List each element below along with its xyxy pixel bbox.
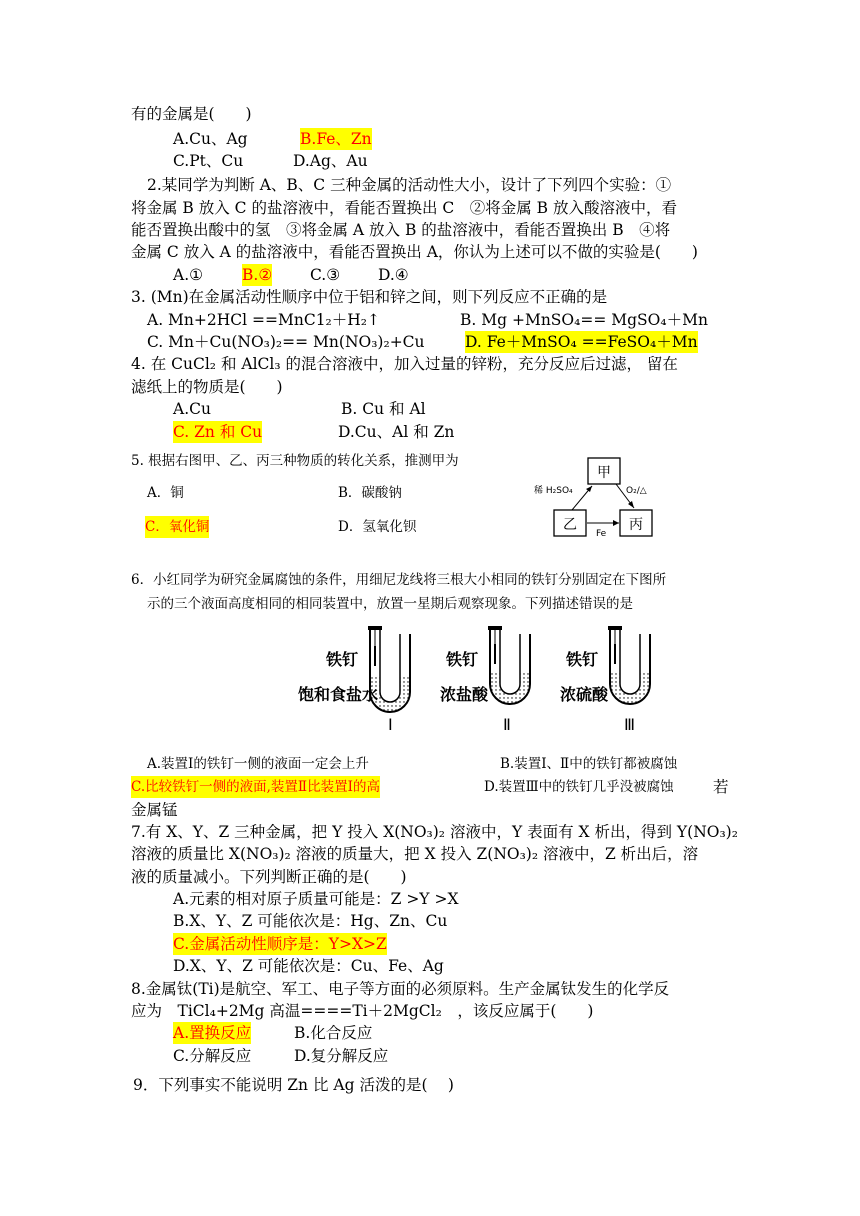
nail-label-1: 铁钉 [326,650,359,669]
q5-option-b: B．碳酸钠 [338,485,402,501]
q8-line2: 应为 TiCl₄+2Mg 高温====Ti＋2MgCl₂ ，该反应属于( ) [131,1002,594,1020]
apparatus-1 [298,628,410,734]
q6-line2: 示的三个液面高度相同的相同装置中，放置一星期后观察现象。下列描述错误的是 [147,596,633,612]
q4-option-b: B. Cu 和 Al [341,400,426,418]
q2-line1: 2.某同学为判断 A、B、C 三种金属的活动性大小，设计了下列四个实验：① [147,176,672,194]
q2-option-a: A.① [173,266,204,284]
q5-option-d: D．氢氧化钡 [338,519,417,535]
q5-option-c-answer: C．氧化铜 [145,516,209,538]
q3-stem: 3. (Mn)在金属活动性顺序中位于铝和锌之间，则下列反应不正确的是 [131,288,608,306]
q4-line1: 4. 在 CuCl₂ 和 AlCl₃ 的混合溶液中，加入过量的锌粉，充分反应后过滤， 留在 [131,355,678,373]
stray-text-2: 金属锰 [131,801,178,819]
node-yi: 乙 [563,517,577,533]
q2-option-c: C.③ [310,266,341,284]
q3-option-c: C. Mn＋Cu(NO₃)₂== Mn(NO₃)₂+Cu [147,333,425,351]
q6-option-b: B.装置Ⅰ、Ⅱ中的铁钉都被腐蚀 [500,756,678,772]
q4-option-d: D.Cu、Al 和 Zn [338,423,455,441]
q5-stem: 5. 根据右图甲、乙、丙三种物质的转化关系，推测甲为 [131,453,459,469]
q2-line4: 金属 C 放入 A 的盐溶液中，看能否置换出 A，你认为上述可以不做的实验是( ) [131,243,698,261]
label-o2-heat: O₂/△ [626,486,647,496]
stray-text: 若 [713,778,729,796]
q6-option-a: A.装置Ⅰ的铁钉一侧的液面一定会上升 [147,756,369,772]
q7-option-c-answer: C.金属活动性顺序是：Y>X>Z [173,935,387,953]
apparatus-2 [440,628,530,734]
numeral-3: Ⅲ [624,715,636,734]
liquid-label-3: 浓硫酸 [560,685,609,704]
q6-line1: 6．小红同学为研究金属腐蚀的条件，用细尼龙线将三根大小相同的铁钉分别固定在下图所 [131,572,667,588]
q3-option-b: B. Mg +MnSO₄== MgSO₄＋Mn [460,311,708,329]
conversion-diagram [530,452,670,542]
q8-option-a-answer: A.置换反应 [173,1024,252,1042]
q3-option-a: A. Mn+2HCl ==MnC1₂＋H₂↑ [147,311,380,329]
liquid-label-1: 饱和食盐水 [298,685,379,704]
q8-option-d: D.复分解反应 [294,1047,389,1065]
q2-line2: 将金属 B 放入 C 的盐溶液中，看能否置换出 C ②将金属 B 放入酸溶液中，看 [131,199,677,217]
numeral-1: Ⅰ [388,715,393,734]
nail-label-2: 铁钉 [446,650,479,669]
q4-option-a: A.Cu [173,400,211,418]
q5-option-a: A．铜 [147,485,184,501]
node-bing: 丙 [629,517,643,533]
q2-option-b-answer: B.② [242,266,273,284]
q8-option-b: B.化合反应 [294,1024,373,1042]
q4-line2: 滤纸上的物质是( ) [131,378,283,396]
q2-option-d: D.④ [378,266,409,284]
q7-line1: 7.有 X、Y、Z 三种金属，把 Y 投入 X(NO₃)₂ 溶液中，Y 表面有 X 析出，得到 Y(NO₃)₂ [131,823,738,841]
q7-line3: 液的质量减小。下列判断正确的是( ) [131,868,407,886]
q8-option-c: C.分解反应 [173,1047,252,1065]
q4-option-c-answer: C. Zn 和 Cu [173,423,263,441]
numeral-2: Ⅱ [503,715,511,734]
q1-option-a: A.Cu、Ag [173,130,248,148]
apparatus-3 [560,628,650,734]
q8-line1: 8.金属钛(Ti)是航空、军工、电子等方面的必须原料。生产金属钛发生的化学反 [131,980,670,998]
arrowhead-icon [628,501,634,508]
arrowhead-icon [613,520,619,526]
q1-option-c: C.Pt、Cu [173,152,244,170]
label-dilute-h2so4: 稀 H₂SO₄ [534,486,573,496]
nail-label-3: 铁钉 [566,650,599,669]
q3-option-d-answer: D. Fe＋MnSO₄ ==FeSO₄＋Mn [465,333,698,351]
liquid-label-2: 浓盐酸 [440,685,489,704]
q7-option-b: B.X、Y、Z 可能依次是：Hg、Zn、Cu [173,912,448,930]
q6-option-c-answer: C.比较铁钉一侧的液面,装置Ⅱ比装置Ⅰ的高 [131,776,380,798]
q1-option-d: D.Ag、Au [293,152,368,170]
node-jia: 甲 [597,465,611,481]
q7-line2: 溶液的质量比 X(NO₃)₂ 溶液的质量大，把 X 投入 Z(NO₃)₂ 溶液中，Z 析出后，溶 [131,845,699,863]
q7-option-a: A.元素的相对原子质量可能是：Z >Y >X [173,890,459,908]
q9-stem: 9．下列事实不能说明 Zn 比 Ag 活泼的是( ) [133,1076,454,1094]
q1-option-b-answer: B.Fe、Zn [300,130,372,148]
apparatus-figure [290,620,690,740]
q1-stem: 有的金属是( ) [131,105,252,123]
arrowhead-icon [586,486,592,492]
label-fe: Fe [596,529,607,539]
q2-line3: 能否置换出酸中的氢 ③将金属 A 放入 B 的盐溶液中，看能否置换出 B ④将 [131,221,671,239]
q7-option-d: D.X、Y、Z 可能依次是：Cu、Fe、Ag [173,957,444,975]
q6-option-d: D.装置Ⅲ中的铁钉几乎没被腐蚀 [484,779,674,795]
